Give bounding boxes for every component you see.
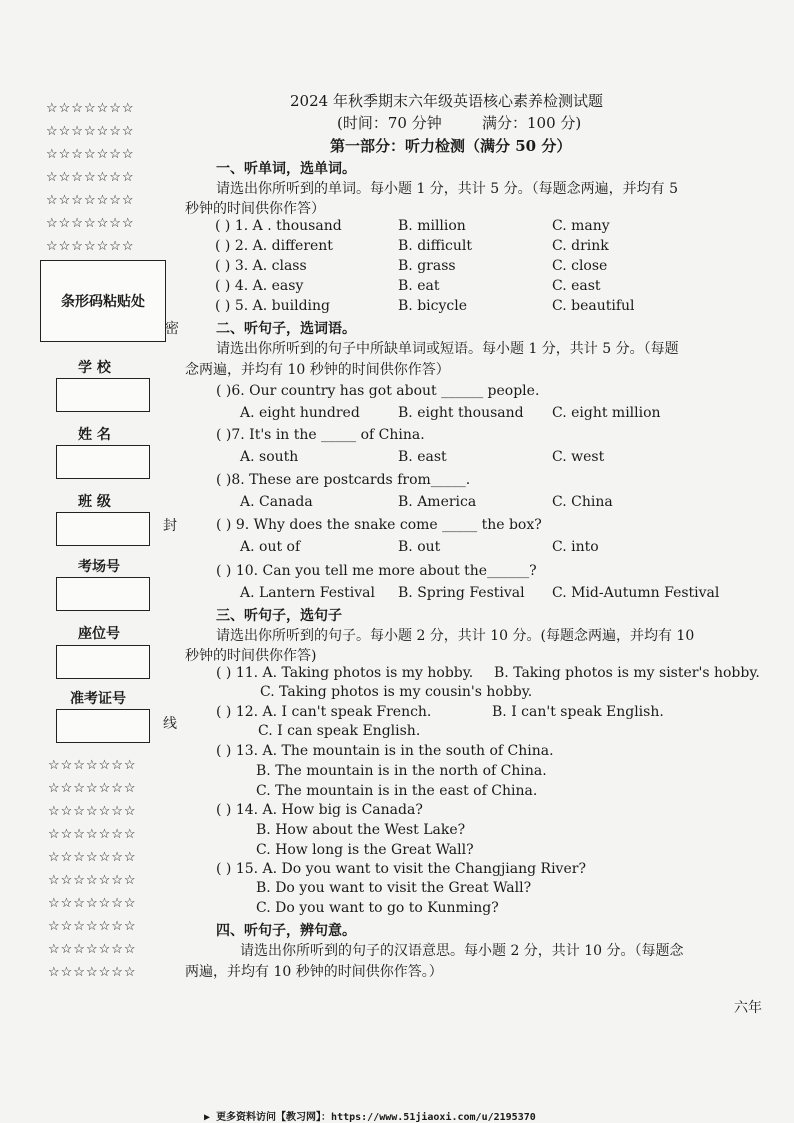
school-label: 学 校 [78,360,111,376]
section-2-instruction: 请选出你所听到的句子中所缺单词或短语。每小题 1 分，共计 5 分。（每题 [216,341,679,357]
star-row: ☆☆☆☆☆☆☆ [48,942,137,957]
question-7-option-c: C. west [552,449,605,465]
question-15-option-b: B. Do you want to visit the Great Wall? [256,880,532,896]
name-field[interactable] [56,445,150,479]
section-4-instruction: 请选出你所听到的句子的汉语意思。每小题 2 分，共计 10 分。（每题念 [240,943,684,959]
star-row: ☆☆☆☆☆☆☆ [48,827,137,842]
barcode-box [40,260,166,342]
question-12: ( ) 12. A. I can't speak French. [216,704,432,720]
question-7: ( )7. It's in the _____ of China. [216,427,425,443]
star-row: ☆☆☆☆☆☆☆ [48,896,137,911]
question-13-option-c: C. The mountain is in the east of China. [256,783,538,799]
question-10-option-b: B. Spring Festival [398,585,525,601]
question-7-option-a: A. south [240,449,299,465]
question-6-option-a: A. eight hundred [240,405,360,421]
section-4-title: 四、听句子，辨句意。 [216,923,356,939]
question-15-option-c: C. Do you want to go to Kunming? [256,900,499,916]
section-3-title: 三、听句子，选句子 [216,608,342,624]
question-4-option-c: C. east [552,278,601,294]
question-6-option-c: C. eight million [552,405,661,421]
footer-text[interactable]: 更多资料访问【教习网】：https://www.51jiaoxi.com/u/2195370 [216,1112,536,1123]
question-1: ( ) 1. A . thousand [215,218,342,234]
seal-mi: 密 [165,321,179,337]
section-1-title: 一、听单词，选单词。 [216,161,356,177]
section-3-instruction-cont: 秒钟的时间供你作答) [185,648,317,664]
seat-field[interactable] [56,645,150,679]
section-2-instruction-cont: 念两遍，并均有 10 秒钟的时间供你作答） [185,362,450,378]
question-11-option-c: C. Taking photos is my cousin's hobby. [260,684,533,700]
exam-total-score: 满分：100 分) [482,114,582,132]
question-13: ( ) 13. A. The mountain is in the south of China. [216,743,554,759]
question-2: ( ) 2. A. different [215,238,333,254]
part-one-title: 第一部分：听力检测（满分 50 分） [330,137,572,155]
star-row: ☆☆☆☆☆☆☆ [46,216,135,231]
ticket-label: 准考证号 [70,691,126,707]
question-6: ( )6. Our country has got about ______ people. [216,383,540,399]
star-column-top [46,97,135,258]
star-column-bottom [48,754,137,984]
question-5: ( ) 5. A. building [215,298,330,314]
question-1-option-c: C. many [552,218,610,234]
star-row: ☆☆☆☆☆☆☆ [46,147,135,162]
question-1-option-b: B. million [398,218,466,234]
question-8: ( )8. These are postcards from_____. [216,472,471,488]
question-3: ( ) 3. A. class [215,258,307,274]
question-14-option-c: C. How long is the Great Wall? [256,842,474,858]
star-row: ☆☆☆☆☆☆☆ [48,919,137,934]
question-4: ( ) 4. A. easy [215,278,304,294]
question-10-option-a: A. Lantern Festival [240,585,375,601]
question-9-option-a: A. out of [240,539,301,555]
seal-feng: 封 [163,518,177,534]
question-14-option-b: B. How about the West Lake? [256,822,466,838]
school-field[interactable] [56,378,150,412]
star-row: ☆☆☆☆☆☆☆ [48,758,137,773]
question-8-option-c: C. China [552,494,613,510]
class-field[interactable] [56,512,150,546]
ticket-field[interactable] [56,709,150,743]
question-3-option-c: C. close [552,258,608,274]
section-1-instruction: 请选出你所听到的单词。每小题 1 分，共计 5 分。（每题念两遍，并均有 5 [216,181,678,197]
question-9: ( ) 9. Why does the snake come _____ the box? [216,517,542,533]
class-label: 班 级 [78,494,111,510]
question-6-option-b: B. eight thousand [398,405,524,421]
question-9-option-c: C. into [552,539,599,555]
question-3-option-b: B. grass [398,258,456,274]
footer [204,1108,536,1123]
star-row: ☆☆☆☆☆☆☆ [48,804,137,819]
name-label: 姓 名 [78,427,111,443]
star-row: ☆☆☆☆☆☆☆ [46,239,135,254]
exam-room-field[interactable] [56,577,150,611]
question-10: ( ) 10. Can you tell me more about the______? [216,563,537,579]
question-4-option-b: B. eat [398,278,440,294]
exam-title: 2024 年秋季期末六年级英语核心素养检测试题 [290,92,603,110]
question-8-option-a: A. Canada [240,494,313,510]
barcode-label: 条形码粘贴处 [61,294,145,310]
star-row: ☆☆☆☆☆☆☆ [48,873,137,888]
star-row: ☆☆☆☆☆☆☆ [48,781,137,796]
section-4-instruction-cont: 两遍，并均有 10 秒钟的时间供你作答。） [185,964,443,980]
question-12-option-b: B. I can't speak English. [492,704,664,720]
star-row: ☆☆☆☆☆☆☆ [46,101,135,116]
question-15: ( ) 15. A. Do you want to visit the Changjiang River? [216,861,586,877]
question-2-option-c: C. drink [552,238,609,254]
question-7-option-b: B. east [398,449,447,465]
question-5-option-c: C. beautiful [552,298,635,314]
question-2-option-b: B. difficult [398,238,473,254]
star-row: ☆☆☆☆☆☆☆ [46,170,135,185]
question-8-option-b: B. America [398,494,477,510]
seal-xian: 线 [163,716,177,732]
section-2-title: 二、听句子，选词语。 [216,321,356,337]
question-11: ( ) 11. A. Taking photos is my hobby. [216,665,474,681]
question-12-option-c: C. I can speak English. [258,723,421,739]
star-row: ☆☆☆☆☆☆☆ [48,850,137,865]
question-10-option-c: C. Mid-Autumn Festival [552,585,720,601]
star-row: ☆☆☆☆☆☆☆ [46,193,135,208]
page-mark: 六年 [734,1000,762,1016]
star-row: ☆☆☆☆☆☆☆ [46,124,135,139]
question-14: ( ) 14. A. How big is Canada? [216,802,423,818]
section-1-instruction-cont: 秒钟的时间供你作答） [185,201,325,217]
question-5-option-b: B. bicycle [398,298,467,314]
question-9-option-b: B. out [398,539,441,555]
question-11-option-b: B. Taking photos is my sister's hobby. [494,665,760,681]
section-3-instruction: 请选出你所听到的句子。每小题 2 分，共计 10 分。(每题念两遍，并均有 10 [216,628,695,644]
question-13-option-b: B. The mountain is in the north of China. [256,763,547,779]
seat-label: 座位号 [78,626,120,642]
exam-room-label: 考场号 [78,559,120,575]
exam-time: (时间：70 分钟 [337,114,442,132]
flag-icon: ▶ [204,1112,211,1123]
star-row: ☆☆☆☆☆☆☆ [48,965,137,980]
